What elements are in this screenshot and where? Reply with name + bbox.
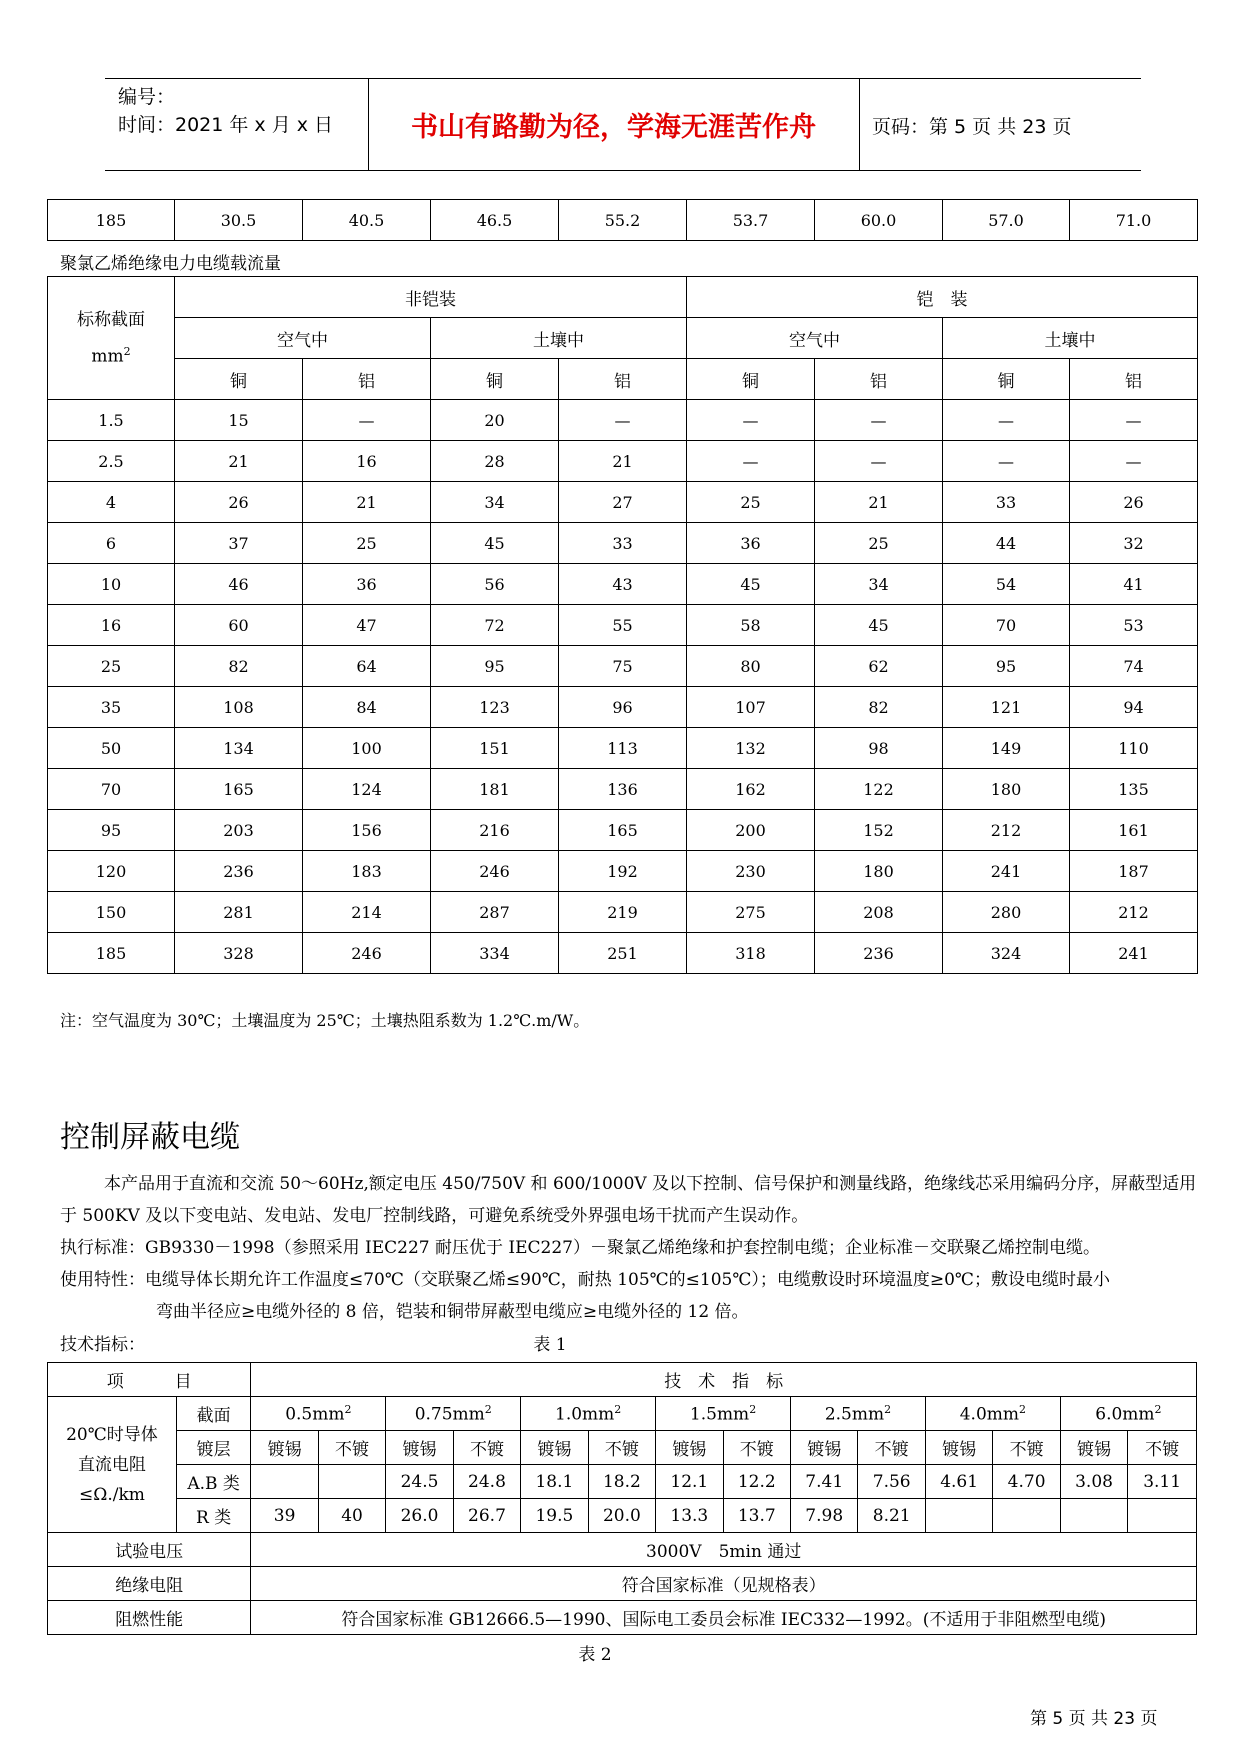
section-size-cell: 150 bbox=[48, 892, 175, 933]
table-cell: — bbox=[1070, 400, 1198, 441]
table-caption: 聚氯乙烯绝缘电力电缆载流量 bbox=[60, 254, 281, 274]
table-row bbox=[48, 1567, 1197, 1601]
table-cell: 58 bbox=[687, 605, 815, 646]
section-size-cell: 25 bbox=[48, 646, 175, 687]
table-row bbox=[48, 564, 1198, 605]
table-cell: 71.0 bbox=[1070, 200, 1198, 241]
table-row bbox=[48, 646, 1198, 687]
table-cell: 33 bbox=[943, 482, 1070, 523]
flame-label: 阻燃性能 bbox=[48, 1601, 251, 1635]
resistance-label-line: ≤Ω./km bbox=[78, 1484, 145, 1505]
size-cell bbox=[791, 1397, 926, 1431]
table-row bbox=[48, 892, 1198, 933]
section-size-cell: 95 bbox=[48, 810, 175, 851]
ab-value-cell: 18.2 bbox=[588, 1465, 655, 1499]
table-cell: 15 bbox=[175, 400, 303, 441]
header-divider-right bbox=[859, 78, 860, 171]
section-size-cell: 35 bbox=[48, 687, 175, 728]
table-header-row bbox=[48, 1363, 1197, 1397]
table-cell: 25 bbox=[687, 482, 815, 523]
size-cell bbox=[386, 1397, 521, 1431]
table-cell: 95 bbox=[943, 646, 1070, 687]
env-soil-header: 土壤中 bbox=[943, 318, 1198, 359]
table-cell: 21 bbox=[815, 482, 943, 523]
size-sup: 2 bbox=[614, 1402, 622, 1416]
table-cell: — bbox=[943, 400, 1070, 441]
section-size-cell: 120 bbox=[48, 851, 175, 892]
coating-cell: 不镀 bbox=[318, 1431, 385, 1465]
table-cell: 94 bbox=[1070, 687, 1198, 728]
table-cell: 180 bbox=[943, 769, 1070, 810]
section-label: 截面 bbox=[176, 1397, 251, 1431]
table1-label: 表 1 bbox=[533, 1335, 567, 1355]
table-cell: — bbox=[1070, 441, 1198, 482]
table-cell: 64 bbox=[303, 646, 431, 687]
table-cell: 46.5 bbox=[431, 200, 559, 241]
table-row bbox=[48, 769, 1198, 810]
table-row bbox=[48, 1499, 1197, 1533]
table-cell: 26 bbox=[175, 482, 303, 523]
env-air-header: 空气中 bbox=[687, 318, 943, 359]
size-sup: 2 bbox=[884, 1402, 892, 1416]
r-value-cell: 39 bbox=[251, 1499, 318, 1533]
table-cell: 46 bbox=[175, 564, 303, 605]
table-cell: 183 bbox=[303, 851, 431, 892]
table-cell: 236 bbox=[175, 851, 303, 892]
size-value: 1.0mm bbox=[555, 1404, 615, 1425]
table-cell: — bbox=[943, 441, 1070, 482]
r-value-cell: 7.98 bbox=[791, 1499, 858, 1533]
table-cell: 34 bbox=[815, 564, 943, 605]
table-cell: 192 bbox=[559, 851, 687, 892]
table-cell: 123 bbox=[431, 687, 559, 728]
table-cell: 30.5 bbox=[175, 200, 303, 241]
table-cell: 57.0 bbox=[943, 200, 1070, 241]
table-cell: 132 bbox=[687, 728, 815, 769]
table-cell: 96 bbox=[559, 687, 687, 728]
table-cell: — bbox=[687, 441, 815, 482]
table-cell: 70 bbox=[943, 605, 1070, 646]
ab-value-cell: 3.08 bbox=[1060, 1465, 1127, 1499]
table-cell: 324 bbox=[943, 933, 1070, 974]
test-voltage-value: 3000V 5min 通过 bbox=[251, 1533, 1197, 1567]
cu-header: 铜 bbox=[175, 359, 303, 400]
coating-cell: 镀锡 bbox=[925, 1431, 992, 1465]
header-date: 时间：2021 年 x 月 x 日 bbox=[118, 114, 334, 136]
coating-cell: 不镀 bbox=[723, 1431, 790, 1465]
table-cell: — bbox=[687, 400, 815, 441]
table-cell: 216 bbox=[431, 810, 559, 851]
size-sup: 2 bbox=[344, 1402, 352, 1416]
table-cell: 275 bbox=[687, 892, 815, 933]
size-sup: 2 bbox=[749, 1402, 757, 1416]
ab-value-cell: 7.56 bbox=[858, 1465, 925, 1499]
size-cell bbox=[925, 1397, 1060, 1431]
table-cell: 37 bbox=[175, 523, 303, 564]
table-cell: 98 bbox=[815, 728, 943, 769]
table-cell: 212 bbox=[943, 810, 1070, 851]
table-cell: 95 bbox=[431, 646, 559, 687]
coating-cell: 镀锡 bbox=[1060, 1431, 1127, 1465]
table-cell: 55.2 bbox=[559, 200, 687, 241]
table-row bbox=[48, 1397, 1197, 1431]
table-cell: — bbox=[815, 400, 943, 441]
header-top-rule bbox=[105, 78, 1141, 79]
table-cell: 53.7 bbox=[687, 200, 815, 241]
resistance-label bbox=[48, 1397, 177, 1533]
table-cell: 246 bbox=[303, 933, 431, 974]
paragraph-usage-cont: 弯曲半径应≥电缆外径的 8 倍，铠装和铜带屏蔽型电缆应≥电缆外径的 12 倍。 bbox=[156, 1302, 749, 1322]
table-cell: 20 bbox=[431, 400, 559, 441]
table-cell: 334 bbox=[431, 933, 559, 974]
section-size-cell: 2.5 bbox=[48, 441, 175, 482]
al-header: 铝 bbox=[1070, 359, 1198, 400]
corner-header bbox=[48, 277, 175, 400]
table-cell: 181 bbox=[431, 769, 559, 810]
header-page-info: 页码：第 5 页 共 23 页 bbox=[872, 116, 1072, 138]
table-header-row bbox=[48, 318, 1198, 359]
ab-value-cell bbox=[318, 1465, 385, 1499]
size-value: 1.5mm bbox=[689, 1404, 750, 1425]
table-row bbox=[48, 933, 1198, 974]
table-row bbox=[48, 441, 1198, 482]
table-cell: 62 bbox=[815, 646, 943, 687]
section-size-cell: 70 bbox=[48, 769, 175, 810]
table-cell: 82 bbox=[815, 687, 943, 728]
table-cell: 75 bbox=[559, 646, 687, 687]
table-cell: 54 bbox=[943, 564, 1070, 605]
cu-header: 铜 bbox=[943, 359, 1070, 400]
table-cell: 281 bbox=[175, 892, 303, 933]
coating-cell: 镀锡 bbox=[251, 1431, 318, 1465]
al-header: 铝 bbox=[303, 359, 431, 400]
table-cell: 33 bbox=[559, 523, 687, 564]
table-cell: 156 bbox=[303, 810, 431, 851]
table-cell: 74 bbox=[1070, 646, 1198, 687]
r-value-cell: 13.7 bbox=[723, 1499, 790, 1533]
table-cell: 328 bbox=[175, 933, 303, 974]
size-value: 0.5mm bbox=[285, 1404, 345, 1425]
coating-label: 镀层 bbox=[176, 1431, 251, 1465]
r-label: R 类 bbox=[176, 1499, 251, 1533]
env-soil-header: 土壤中 bbox=[431, 318, 687, 359]
ab-value-cell: 24.8 bbox=[453, 1465, 520, 1499]
section-size-cell: 6 bbox=[48, 523, 175, 564]
r-value-cell: 26.0 bbox=[386, 1499, 453, 1533]
r-value-cell: 20.0 bbox=[588, 1499, 655, 1533]
table-cell: 55 bbox=[559, 605, 687, 646]
table-cell: 16 bbox=[303, 441, 431, 482]
coating-cell: 不镀 bbox=[993, 1431, 1060, 1465]
table2-label: 表 2 bbox=[578, 1645, 612, 1665]
table-cell: 40.5 bbox=[303, 200, 431, 241]
ab-value-cell: 12.1 bbox=[656, 1465, 723, 1499]
table-row bbox=[48, 1431, 1197, 1465]
table-row bbox=[48, 1465, 1197, 1499]
table-cell: 34 bbox=[431, 482, 559, 523]
coating-cell: 不镀 bbox=[1128, 1431, 1197, 1465]
size-cell bbox=[1060, 1397, 1196, 1431]
table-cell: 56 bbox=[431, 564, 559, 605]
table-cell: 122 bbox=[815, 769, 943, 810]
paragraph-intro: 本产品用于直流和交流 50～60Hz,额定电压 450/750V 和 600/1000V 及以下控制、信号保护和测量线路，绝缘线芯采用编码分序，屏蔽型适用于 500KV 及以下变电站、发电站、发电厂控制线路，可避免系统受外界强电场干扰而产生误动作。 bbox=[60, 1174, 1197, 1226]
ab-value-cell: 24.5 bbox=[386, 1465, 453, 1499]
corner-unit: mm bbox=[91, 346, 124, 367]
section-size-cell: 4 bbox=[48, 482, 175, 523]
table-cell: 185 bbox=[48, 200, 175, 241]
table-cell: 165 bbox=[559, 810, 687, 851]
section-size-cell: 50 bbox=[48, 728, 175, 769]
table-row bbox=[48, 1601, 1197, 1635]
paragraph-usage: 使用特性：电缆导体长期允许工作温度≤70℃（交联聚乙烯≤90℃，耐热 105℃的≤105℃）；电缆敷设时环境温度≥0℃；敷设电缆时最小 bbox=[60, 1270, 1110, 1290]
coating-cell: 镀锡 bbox=[521, 1431, 588, 1465]
table-cell: 165 bbox=[175, 769, 303, 810]
table-cell: — bbox=[815, 441, 943, 482]
table-row bbox=[48, 851, 1198, 892]
table-cell: 121 bbox=[943, 687, 1070, 728]
insulation-label: 绝缘电阻 bbox=[48, 1567, 251, 1601]
table-cell: 152 bbox=[815, 810, 943, 851]
table-cell: 108 bbox=[175, 687, 303, 728]
al-header: 铝 bbox=[559, 359, 687, 400]
table-cell: — bbox=[303, 400, 431, 441]
table-cell: 124 bbox=[303, 769, 431, 810]
r-value-cell: 19.5 bbox=[521, 1499, 588, 1533]
size-cell bbox=[251, 1397, 386, 1431]
size-value: 4.0mm bbox=[959, 1404, 1019, 1425]
table-row bbox=[48, 400, 1198, 441]
table-cell: 280 bbox=[943, 892, 1070, 933]
table-cell: 82 bbox=[175, 646, 303, 687]
table-cell: 318 bbox=[687, 933, 815, 974]
table-cell: 47 bbox=[303, 605, 431, 646]
table-cell: 36 bbox=[687, 523, 815, 564]
flame-value: 符合国家标准 GB12666.5—1990、国际电工委员会标准 IEC332—1992。(不适用于非阻燃型电缆) bbox=[251, 1601, 1197, 1635]
ab-value-cell: 7.41 bbox=[791, 1465, 858, 1499]
size-sup: 2 bbox=[1019, 1402, 1026, 1416]
cu-header: 铜 bbox=[431, 359, 559, 400]
table-cell: 60 bbox=[175, 605, 303, 646]
table-cell: 25 bbox=[815, 523, 943, 564]
group-unarmored: 非铠装 bbox=[175, 277, 687, 318]
table-cell: 212 bbox=[1070, 892, 1198, 933]
table-cell: 21 bbox=[559, 441, 687, 482]
coating-cell: 镀锡 bbox=[791, 1431, 858, 1465]
table-cell: 219 bbox=[559, 892, 687, 933]
table-header-row bbox=[48, 277, 1198, 318]
table-cell: 236 bbox=[815, 933, 943, 974]
paragraph-standard: 执行标准：GB9330－1998（参照采用 IEC227 耐压优于 IEC227）－聚氯乙烯绝缘和护套控制电缆；企业标准－交联聚乙烯控制电缆。 bbox=[60, 1238, 1100, 1258]
section-size-cell: 1.5 bbox=[48, 400, 175, 441]
table-cell: 45 bbox=[815, 605, 943, 646]
table-cell: 203 bbox=[175, 810, 303, 851]
tech-spec-label: 技术指标： bbox=[60, 1335, 145, 1355]
coating-cell: 镀锡 bbox=[656, 1431, 723, 1465]
table-cell: 134 bbox=[175, 728, 303, 769]
size-sup: 2 bbox=[484, 1402, 492, 1416]
table-cell: 80 bbox=[687, 646, 815, 687]
resistance-label-line: 20℃时导体 bbox=[66, 1424, 158, 1445]
header-bottom-rule bbox=[105, 170, 1141, 171]
r-value-cell: 8.21 bbox=[858, 1499, 925, 1533]
r-value-cell bbox=[925, 1499, 992, 1533]
ab-value-cell: 4.61 bbox=[925, 1465, 992, 1499]
table-cell: 26 bbox=[1070, 482, 1198, 523]
table-row bbox=[48, 482, 1198, 523]
table-cell: 36 bbox=[303, 564, 431, 605]
table-header-row bbox=[48, 359, 1198, 400]
table-cell: 200 bbox=[687, 810, 815, 851]
table-row bbox=[48, 687, 1198, 728]
ab-label: A.B 类 bbox=[176, 1465, 251, 1499]
r-value-cell: 26.7 bbox=[453, 1499, 520, 1533]
table-cell: 187 bbox=[1070, 851, 1198, 892]
section-size-cell: 185 bbox=[48, 933, 175, 974]
page-footer: 第 5 页 共 23 页 bbox=[1030, 1709, 1158, 1729]
table-cell: 208 bbox=[815, 892, 943, 933]
table-cell: 107 bbox=[687, 687, 815, 728]
group-armored: 铠 装 bbox=[687, 277, 1198, 318]
table-row bbox=[48, 1533, 1197, 1567]
table-cell: 162 bbox=[687, 769, 815, 810]
table-cell: 246 bbox=[431, 851, 559, 892]
table-cell: — bbox=[559, 400, 687, 441]
table-row bbox=[48, 605, 1198, 646]
continuation-table bbox=[47, 199, 1198, 241]
section-title: 控制屏蔽电缆 bbox=[60, 1120, 240, 1155]
size-value: 0.75mm bbox=[414, 1404, 485, 1425]
ab-value-cell: 4.70 bbox=[993, 1465, 1060, 1499]
table-cell: 60.0 bbox=[815, 200, 943, 241]
ab-value-cell: 18.1 bbox=[521, 1465, 588, 1499]
table-cell: 43 bbox=[559, 564, 687, 605]
size-value: 2.5mm bbox=[824, 1404, 885, 1425]
ampacity-table-body bbox=[48, 400, 1198, 974]
coating-cell: 不镀 bbox=[588, 1431, 655, 1465]
corner-label: 标称截面 bbox=[77, 309, 145, 330]
table-row bbox=[48, 200, 1198, 241]
table-cell: 53 bbox=[1070, 605, 1198, 646]
section-size-cell: 10 bbox=[48, 564, 175, 605]
ab-value-cell bbox=[251, 1465, 318, 1499]
section-size-cell: 16 bbox=[48, 605, 175, 646]
table-cell: 45 bbox=[687, 564, 815, 605]
table-cell: 27 bbox=[559, 482, 687, 523]
table-cell: 214 bbox=[303, 892, 431, 933]
table-cell: 149 bbox=[943, 728, 1070, 769]
size-sup: 2 bbox=[1154, 1402, 1162, 1416]
r-value-cell bbox=[1128, 1499, 1197, 1533]
al-header: 铝 bbox=[815, 359, 943, 400]
table-cell: 41 bbox=[1070, 564, 1198, 605]
ab-value-cell: 3.11 bbox=[1128, 1465, 1197, 1499]
resistance-label-line: 直流电阻 bbox=[77, 1454, 146, 1475]
table-cell: 113 bbox=[559, 728, 687, 769]
table-cell: 72 bbox=[431, 605, 559, 646]
env-air-header: 空气中 bbox=[175, 318, 431, 359]
header-slogan: 书山有路勤为径，学海无涯苦作舟 bbox=[411, 112, 816, 143]
table-cell: 230 bbox=[687, 851, 815, 892]
table-cell: 110 bbox=[1070, 728, 1198, 769]
test-voltage-label: 试验电压 bbox=[48, 1533, 251, 1567]
size-cell bbox=[656, 1397, 791, 1431]
table-note: 注：空气温度为 30℃；土壤温度为 25℃；土壤热阻系数为 1.2℃.m/W。 bbox=[60, 1011, 590, 1030]
table-cell: 21 bbox=[303, 482, 431, 523]
size-cell bbox=[521, 1397, 656, 1431]
header-number-label: 编号： bbox=[118, 86, 176, 108]
ampacity-table bbox=[47, 276, 1198, 974]
r-value-cell bbox=[993, 1499, 1060, 1533]
table-cell: 241 bbox=[1070, 933, 1198, 974]
tech-spec-table bbox=[47, 1362, 1197, 1635]
coating-cell: 不镀 bbox=[858, 1431, 925, 1465]
table-cell: 45 bbox=[431, 523, 559, 564]
table-cell: 135 bbox=[1070, 769, 1198, 810]
corner-sup: 2 bbox=[123, 344, 131, 358]
tech-header: 技 术 指 标 bbox=[251, 1363, 1197, 1397]
table-row bbox=[48, 810, 1198, 851]
r-value-cell: 40 bbox=[318, 1499, 385, 1533]
table-cell: 32 bbox=[1070, 523, 1198, 564]
coating-cell: 镀锡 bbox=[386, 1431, 453, 1465]
table-cell: 44 bbox=[943, 523, 1070, 564]
table-row bbox=[48, 523, 1198, 564]
item-header: 项 目 bbox=[48, 1363, 251, 1397]
table-cell: 241 bbox=[943, 851, 1070, 892]
table-cell: 25 bbox=[303, 523, 431, 564]
coating-cell: 不镀 bbox=[453, 1431, 520, 1465]
r-value-cell bbox=[1060, 1499, 1127, 1533]
table-cell: 161 bbox=[1070, 810, 1198, 851]
r-value-cell: 13.3 bbox=[656, 1499, 723, 1533]
size-value: 6.0mm bbox=[1095, 1404, 1155, 1425]
table-row bbox=[48, 728, 1198, 769]
table-cell: 180 bbox=[815, 851, 943, 892]
table-cell: 21 bbox=[175, 441, 303, 482]
table-cell: 287 bbox=[431, 892, 559, 933]
table-cell: 136 bbox=[559, 769, 687, 810]
table-cell: 251 bbox=[559, 933, 687, 974]
cu-header: 铜 bbox=[687, 359, 815, 400]
table-cell: 28 bbox=[431, 441, 559, 482]
table-cell: 100 bbox=[303, 728, 431, 769]
table-cell: 84 bbox=[303, 687, 431, 728]
ab-value-cell: 12.2 bbox=[723, 1465, 790, 1499]
table-cell: 151 bbox=[431, 728, 559, 769]
insulation-value: 符合国家标准（见规格表） bbox=[251, 1567, 1197, 1601]
